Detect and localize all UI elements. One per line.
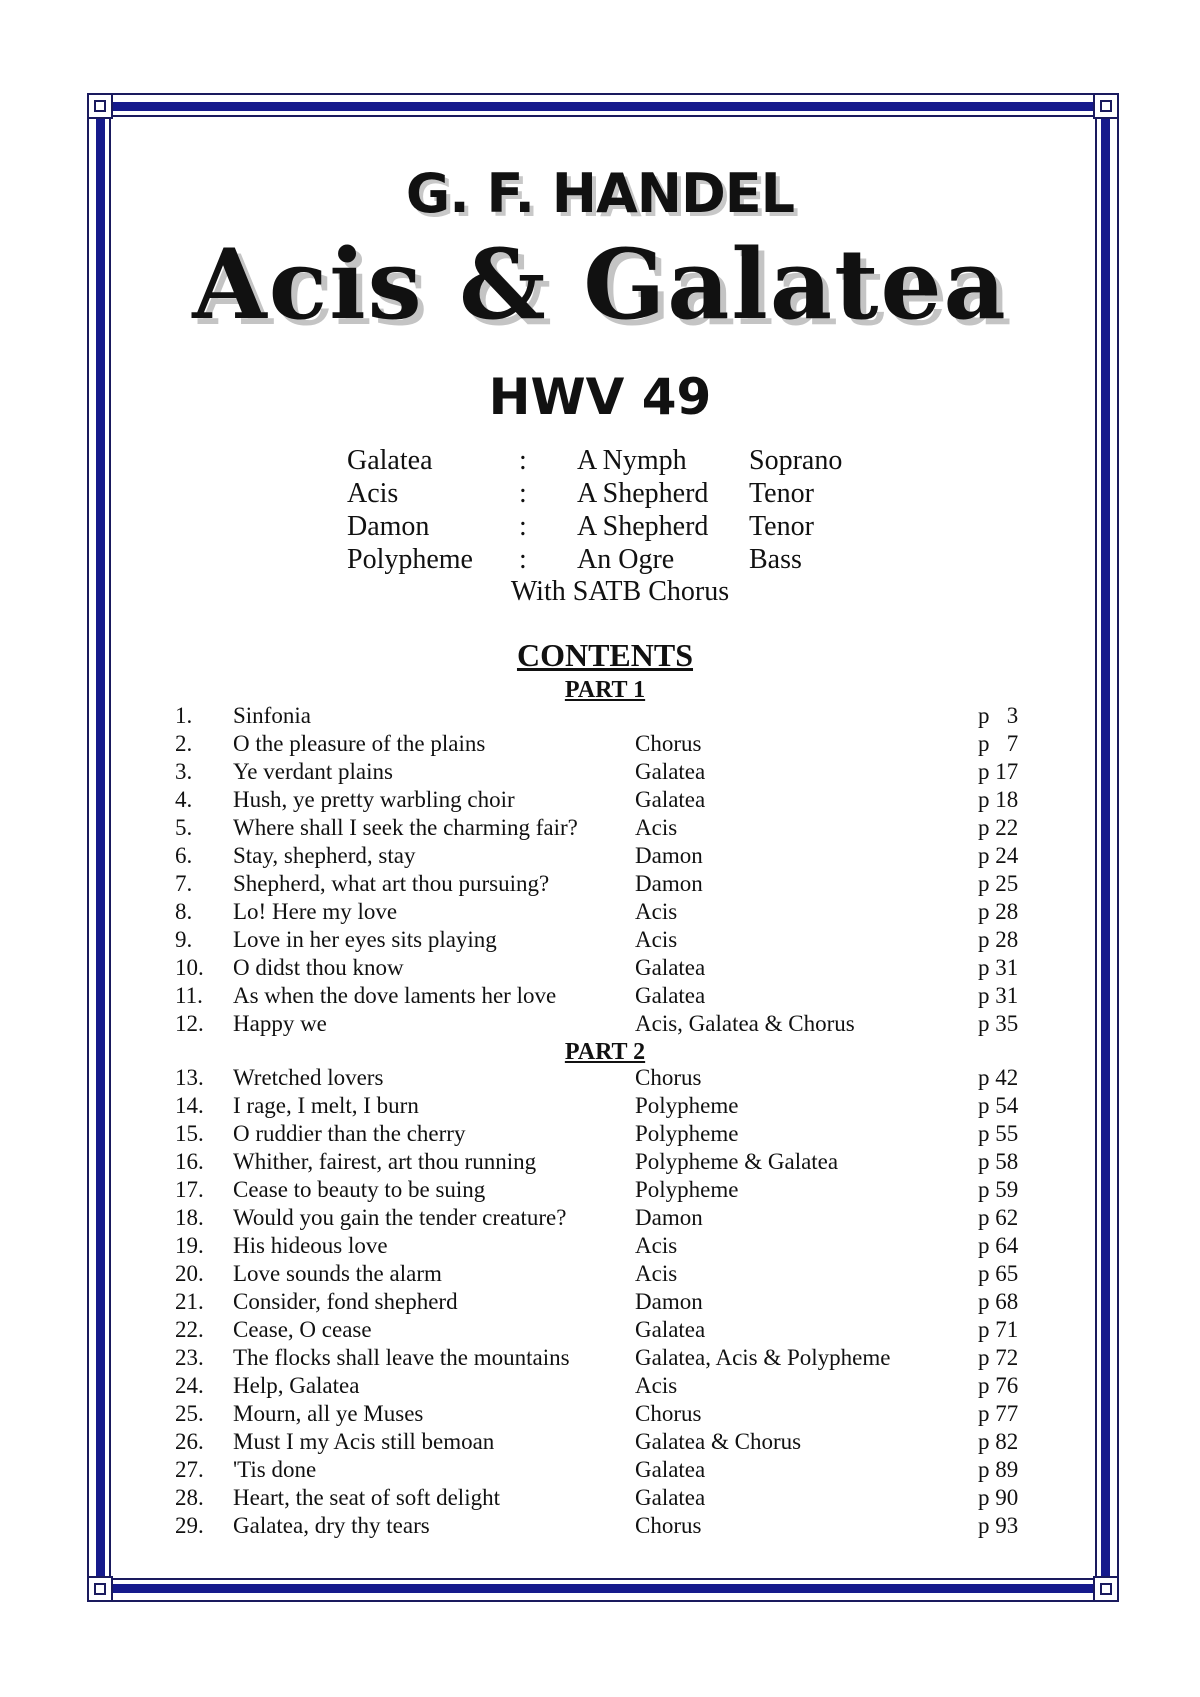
item-number: 25. bbox=[175, 1401, 204, 1426]
piece-voice: Damon bbox=[635, 1205, 703, 1230]
item-number: 10. bbox=[175, 955, 204, 980]
item-number: 11. bbox=[175, 983, 203, 1008]
piece-title: O didst thou know bbox=[233, 955, 404, 980]
piece-voice: Acis bbox=[635, 1373, 678, 1398]
item-number: 4. bbox=[175, 787, 193, 812]
item-number: 13. bbox=[175, 1065, 204, 1090]
page-number: p 82 bbox=[978, 1429, 1019, 1454]
item-number: 8. bbox=[175, 899, 193, 924]
piece-voice: Polypheme bbox=[635, 1121, 739, 1146]
cast-voice: Tenor bbox=[749, 478, 814, 509]
piece-title: Galatea, dry thy tears bbox=[233, 1513, 430, 1538]
contents-row bbox=[175, 982, 1035, 1010]
piece-title: Where shall I seek the charming fair? bbox=[233, 815, 578, 840]
item-number: 18. bbox=[175, 1205, 204, 1230]
page-number: p 62 bbox=[978, 1205, 1019, 1230]
contents-row bbox=[175, 842, 1035, 870]
piece-title: Shepherd, what art thou pursuing? bbox=[233, 871, 550, 896]
piece-title: Love in her eyes sits playing bbox=[233, 927, 497, 952]
frame-corner-ornament bbox=[87, 1576, 113, 1602]
contents-row bbox=[175, 1232, 1035, 1260]
piece-title: Must I my Acis still bemoan bbox=[233, 1429, 495, 1454]
contents-row bbox=[175, 926, 1035, 954]
cast-character: Polypheme bbox=[347, 544, 473, 575]
item-number: 24. bbox=[175, 1373, 204, 1398]
piece-voice: Acis bbox=[635, 1261, 678, 1286]
item-number: 28. bbox=[175, 1485, 204, 1510]
page-number: p 76 bbox=[978, 1373, 1019, 1398]
piece-title: Ye verdant plains bbox=[233, 759, 393, 784]
piece-title: Hush, ye pretty warbling choir bbox=[233, 787, 515, 812]
cast-role: A Shepherd bbox=[577, 511, 709, 542]
contents-row bbox=[175, 870, 1035, 898]
piece-voice: Galatea, Acis & Polypheme bbox=[635, 1345, 891, 1370]
piece-title: Would you gain the tender creature? bbox=[233, 1205, 567, 1230]
piece-voice: Acis bbox=[635, 899, 678, 924]
cast-separator: : bbox=[519, 511, 527, 542]
contents-row bbox=[175, 702, 1035, 730]
piece-voice: Acis bbox=[635, 815, 678, 840]
item-number: 16. bbox=[175, 1149, 204, 1174]
piece-voice: Chorus bbox=[635, 1513, 702, 1538]
contents-row bbox=[175, 1456, 1035, 1484]
item-number: 5. bbox=[175, 815, 193, 840]
contents-row bbox=[175, 1288, 1035, 1316]
page-number: p 72 bbox=[978, 1345, 1019, 1370]
page-number: p 59 bbox=[978, 1177, 1019, 1202]
contents-row bbox=[175, 1372, 1035, 1400]
part-1-heading: PART 1 bbox=[564, 677, 646, 703]
piece-voice: Chorus bbox=[635, 731, 702, 756]
cast-row bbox=[347, 510, 867, 543]
page-number: p 22 bbox=[978, 815, 1019, 840]
piece-voice: Damon bbox=[635, 871, 703, 896]
piece-voice: Damon bbox=[635, 1289, 703, 1314]
piece-voice: Chorus bbox=[635, 1401, 702, 1426]
frame-corner-ornament bbox=[1093, 1576, 1119, 1602]
page-number: p 31 bbox=[978, 983, 1019, 1008]
contents-row bbox=[175, 1400, 1035, 1428]
page-number: p 64 bbox=[978, 1233, 1019, 1258]
piece-voice: Acis bbox=[635, 927, 678, 952]
piece-title: Wretched lovers bbox=[233, 1065, 384, 1090]
cast-voice: Soprano bbox=[749, 445, 843, 476]
contents-row bbox=[175, 954, 1035, 982]
part-2-list bbox=[175, 1064, 1035, 1540]
frame-corner-ornament bbox=[87, 93, 113, 119]
contents-row bbox=[175, 1148, 1035, 1176]
piece-title: Consider, fond shepherd bbox=[233, 1289, 458, 1314]
page-number: p 55 bbox=[978, 1121, 1019, 1146]
cast-role: A Nymph bbox=[577, 445, 687, 476]
piece-voice: Acis, Galatea & Chorus bbox=[635, 1011, 855, 1036]
part-1-list bbox=[175, 702, 1035, 1038]
composer-name: G. F. HANDEL bbox=[405, 162, 795, 225]
cast-separator: : bbox=[519, 478, 527, 509]
piece-voice: Galatea bbox=[635, 955, 706, 980]
cast-separator: : bbox=[519, 445, 527, 476]
piece-title: Happy we bbox=[233, 1011, 327, 1036]
piece-voice: Galatea bbox=[635, 1317, 706, 1342]
cast-row bbox=[347, 444, 867, 477]
piece-voice: Polypheme bbox=[635, 1177, 739, 1202]
page-number: p 28 bbox=[978, 927, 1019, 952]
page-number: p 93 bbox=[978, 1513, 1019, 1538]
contents-row bbox=[175, 758, 1035, 786]
frame-corner-ornament bbox=[1093, 93, 1119, 119]
piece-voice: Galatea bbox=[635, 759, 706, 784]
item-number: 2. bbox=[175, 731, 193, 756]
cast-voice: Tenor bbox=[749, 511, 814, 542]
page-number: p 71 bbox=[978, 1317, 1019, 1342]
piece-voice: Galatea bbox=[635, 983, 706, 1008]
piece-title: Stay, shepherd, stay bbox=[233, 843, 416, 868]
page-number: p 7 bbox=[978, 731, 1019, 756]
item-number: 20. bbox=[175, 1261, 204, 1286]
contents-row bbox=[175, 814, 1035, 842]
piece-title: The flocks shall leave the mountains bbox=[233, 1345, 570, 1370]
work-title: Acis & Galatea bbox=[192, 228, 1008, 341]
item-number: 6. bbox=[175, 843, 193, 868]
page-number: p 31 bbox=[978, 955, 1019, 980]
item-number: 29. bbox=[175, 1513, 204, 1538]
item-number: 19. bbox=[175, 1233, 204, 1258]
page-number: p 24 bbox=[978, 843, 1019, 868]
cast-separator: : bbox=[519, 544, 527, 575]
contents-row bbox=[175, 786, 1035, 814]
contents-row bbox=[175, 1176, 1035, 1204]
contents-row bbox=[175, 1260, 1035, 1288]
item-number: 27. bbox=[175, 1457, 204, 1482]
piece-title: O ruddier than the cherry bbox=[233, 1121, 466, 1146]
piece-voice: Acis bbox=[635, 1233, 678, 1258]
page-number: p 65 bbox=[978, 1261, 1019, 1286]
contents-row bbox=[175, 1512, 1035, 1540]
piece-title: 'Tis done bbox=[233, 1457, 317, 1482]
piece-title: Lo! Here my love bbox=[233, 899, 398, 924]
cast-character: Acis bbox=[347, 478, 399, 509]
contents-row bbox=[175, 1204, 1035, 1232]
piece-title: Mourn, all ye Muses bbox=[233, 1401, 424, 1426]
piece-title: Love sounds the alarm bbox=[233, 1261, 442, 1286]
item-number: 9. bbox=[175, 927, 193, 952]
contents-row bbox=[175, 1428, 1035, 1456]
page-number: p 68 bbox=[978, 1289, 1019, 1314]
contents-row bbox=[175, 1120, 1035, 1148]
cast-role: A Shepherd bbox=[577, 478, 709, 509]
page-number: p 25 bbox=[978, 871, 1019, 896]
piece-title: I rage, I melt, I burn bbox=[233, 1093, 419, 1118]
item-number: 23. bbox=[175, 1345, 204, 1370]
piece-title: Help, Galatea bbox=[233, 1373, 360, 1398]
cast-voice: Bass bbox=[749, 544, 802, 575]
page-number: p 18 bbox=[978, 787, 1019, 812]
piece-voice: Polypheme & Galatea bbox=[635, 1149, 839, 1174]
contents-row bbox=[175, 1316, 1035, 1344]
page-number: p 58 bbox=[978, 1149, 1019, 1174]
piece-title: His hideous love bbox=[233, 1233, 388, 1258]
chorus-note: With SATB Chorus bbox=[510, 576, 730, 607]
piece-voice: Polypheme bbox=[635, 1093, 739, 1118]
item-number: 1. bbox=[175, 703, 193, 728]
item-number: 14. bbox=[175, 1093, 204, 1118]
contents-row bbox=[175, 898, 1035, 926]
piece-voice: Galatea bbox=[635, 1457, 706, 1482]
piece-title: Cease, O cease bbox=[233, 1317, 372, 1342]
cast-row bbox=[347, 477, 867, 510]
item-number: 26. bbox=[175, 1429, 204, 1454]
cast-list bbox=[347, 444, 867, 576]
item-number: 15. bbox=[175, 1121, 204, 1146]
cast-row bbox=[347, 543, 867, 576]
piece-voice: Chorus bbox=[635, 1065, 702, 1090]
contents-heading: CONTENTS bbox=[516, 637, 694, 673]
item-number: 7. bbox=[175, 871, 193, 896]
page-number: p 17 bbox=[978, 759, 1019, 784]
cast-character: Damon bbox=[347, 511, 430, 542]
page-number: p 89 bbox=[978, 1457, 1019, 1482]
page-number: p 77 bbox=[978, 1401, 1019, 1426]
piece-title: Cease to beauty to be suing bbox=[233, 1177, 486, 1202]
item-number: 22. bbox=[175, 1317, 204, 1342]
page-number: p 35 bbox=[978, 1011, 1019, 1036]
item-number: 3. bbox=[175, 759, 193, 784]
piece-voice: Damon bbox=[635, 843, 703, 868]
piece-title: Heart, the seat of soft delight bbox=[233, 1485, 500, 1510]
part-2-heading: PART 2 bbox=[564, 1039, 646, 1065]
piece-voice: Galatea & Chorus bbox=[635, 1429, 802, 1454]
page-number: p 3 bbox=[978, 703, 1019, 728]
cast-role: An Ogre bbox=[577, 544, 675, 575]
page-number: p 54 bbox=[978, 1093, 1019, 1118]
piece-title: O the pleasure of the plains bbox=[233, 731, 486, 756]
page-number: p 42 bbox=[978, 1065, 1019, 1090]
piece-title: As when the dove laments her love bbox=[233, 983, 557, 1008]
catalogue-number: HWV 49 bbox=[488, 368, 712, 426]
contents-row bbox=[175, 1344, 1035, 1372]
page-number: p 28 bbox=[978, 899, 1019, 924]
piece-title: Whither, fairest, art thou running bbox=[233, 1149, 537, 1174]
piece-voice: Galatea bbox=[635, 787, 706, 812]
page-number: p 90 bbox=[978, 1485, 1019, 1510]
item-number: 12. bbox=[175, 1011, 204, 1036]
piece-voice: Galatea bbox=[635, 1485, 706, 1510]
contents-row bbox=[175, 730, 1035, 758]
contents-row bbox=[175, 1010, 1035, 1038]
contents-row bbox=[175, 1484, 1035, 1512]
item-number: 21. bbox=[175, 1289, 204, 1314]
cast-character: Galatea bbox=[347, 445, 433, 476]
contents-row bbox=[175, 1064, 1035, 1092]
piece-title: Sinfonia bbox=[233, 703, 311, 728]
contents-row bbox=[175, 1092, 1035, 1120]
item-number: 17. bbox=[175, 1177, 204, 1202]
